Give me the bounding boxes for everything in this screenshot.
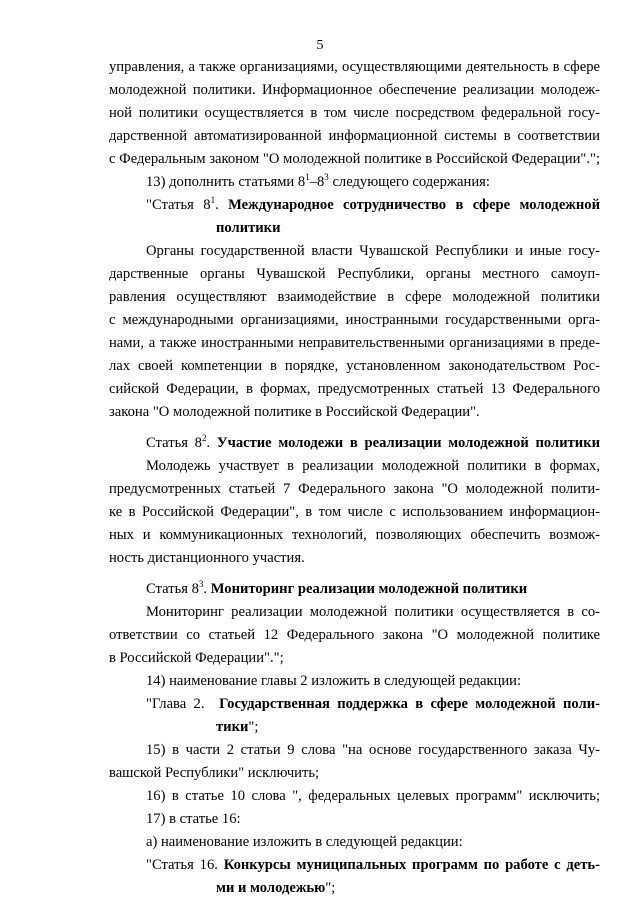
text-line: вашской Республики" исключить; xyxy=(109,765,320,781)
text-line: дарственной автоматизированной информационной системы в соответствии xyxy=(109,128,600,144)
text-line: управления, а также организациями, осуществляющими деятельность в сфере xyxy=(109,59,600,75)
text-run: "Статья 16. xyxy=(146,857,224,873)
article-8-1-heading: "Статья $8^1$. Международное сотрудничество в сфере молодежной xyxy=(146,195,600,213)
amendment-item-14: 14) наименование главы 2 изложить в следующей редакции: xyxy=(146,673,522,689)
text-line: ных и коммуникационных технологий, позволяющих обеспечить возмож- xyxy=(109,527,600,543)
article-16-heading-cont xyxy=(216,879,600,897)
text-line: Молодежь участвует в реализации молодежной политики в формах, xyxy=(146,458,600,474)
text-line: ной политики осуществляется в том числе посредством федеральной госу- xyxy=(109,105,600,121)
text-line: в Российской Федерации"."; xyxy=(109,650,284,666)
amendment-item-17a xyxy=(146,833,600,851)
text-line: предусмотренных статьей 7 Федерального закона "О молодежной полити- xyxy=(109,481,600,497)
text-run: ми и молодежью xyxy=(216,880,326,896)
text-line: ке в Российской Федерации", в том числе с использованием информацион- xyxy=(109,504,600,520)
text-line: закона "О молодежной политике в Российской Федерации". xyxy=(109,404,480,420)
text-line: ность дистанционного участия. xyxy=(109,550,305,566)
article-8-3-heading: Статья $8^3$. Мониторинг реализации молодежной политики xyxy=(146,579,528,597)
text-line: с Федеральным законом "О молодежной политике в Российской Федерации"."; xyxy=(109,151,600,167)
text-run: Конкурсы муниципальных программ по работе с деть- xyxy=(223,857,600,873)
article-8-2-heading: Статья $8^2$. Участие молодежи в реализации молодежной политики xyxy=(146,433,601,451)
text-line: дарственные органы Чувашской Республики, органы местного самоуп- xyxy=(109,266,600,282)
article-16-heading xyxy=(146,856,600,874)
text-line: Мониторинг реализации молодежной политики осуществляется в со- xyxy=(146,604,600,620)
text-line: Органы государственной власти Чувашской Республики и иные госу- xyxy=(146,243,600,259)
page-number: 5 xyxy=(316,38,324,53)
amendment-item-17: 17) в статье 16: xyxy=(146,811,241,827)
amendment-item-16: 16) в статье 10 слова ", федеральных целевых программ" исключить; xyxy=(146,788,600,804)
text-line: с международными организациями, иностранными государственными орга- xyxy=(109,312,600,328)
article-8-1-heading-cont: политики xyxy=(216,220,281,236)
text-run: "; xyxy=(325,880,336,896)
text-line: ответствии со статьей 12 Федерального закона "О молодежной политике xyxy=(109,627,600,643)
text-line: сийской Федерации, в формах, предусмотренных статьей 13 Федерального xyxy=(109,381,600,397)
amendment-item-15: 15) в части 2 статьи 9 слова "на основе государственного заказа Чу- xyxy=(146,742,600,758)
text-line: лах своей компетенции в порядке, установленном законодательством Рос- xyxy=(109,358,600,374)
amendment-item-13: 13) дополнить статьями $8^1-8^3$ следующего содержания: xyxy=(146,172,490,190)
text-run: а) наименование изложить в следующей редакции: xyxy=(146,834,463,850)
chapter-2-heading-cont: тики"; xyxy=(216,719,259,735)
text-line: равления осуществляют взаимодействие в сфере молодежной политики xyxy=(109,289,600,305)
text-line: молодежной политики. Информационное обеспечение реализации молодеж- xyxy=(109,82,600,98)
chapter-2-heading: "Глава 2. Государственная поддержка в сфере молодежной поли- xyxy=(146,696,600,712)
text-line: нами, а также иностранными неправительственными организациями в преде- xyxy=(109,335,600,351)
